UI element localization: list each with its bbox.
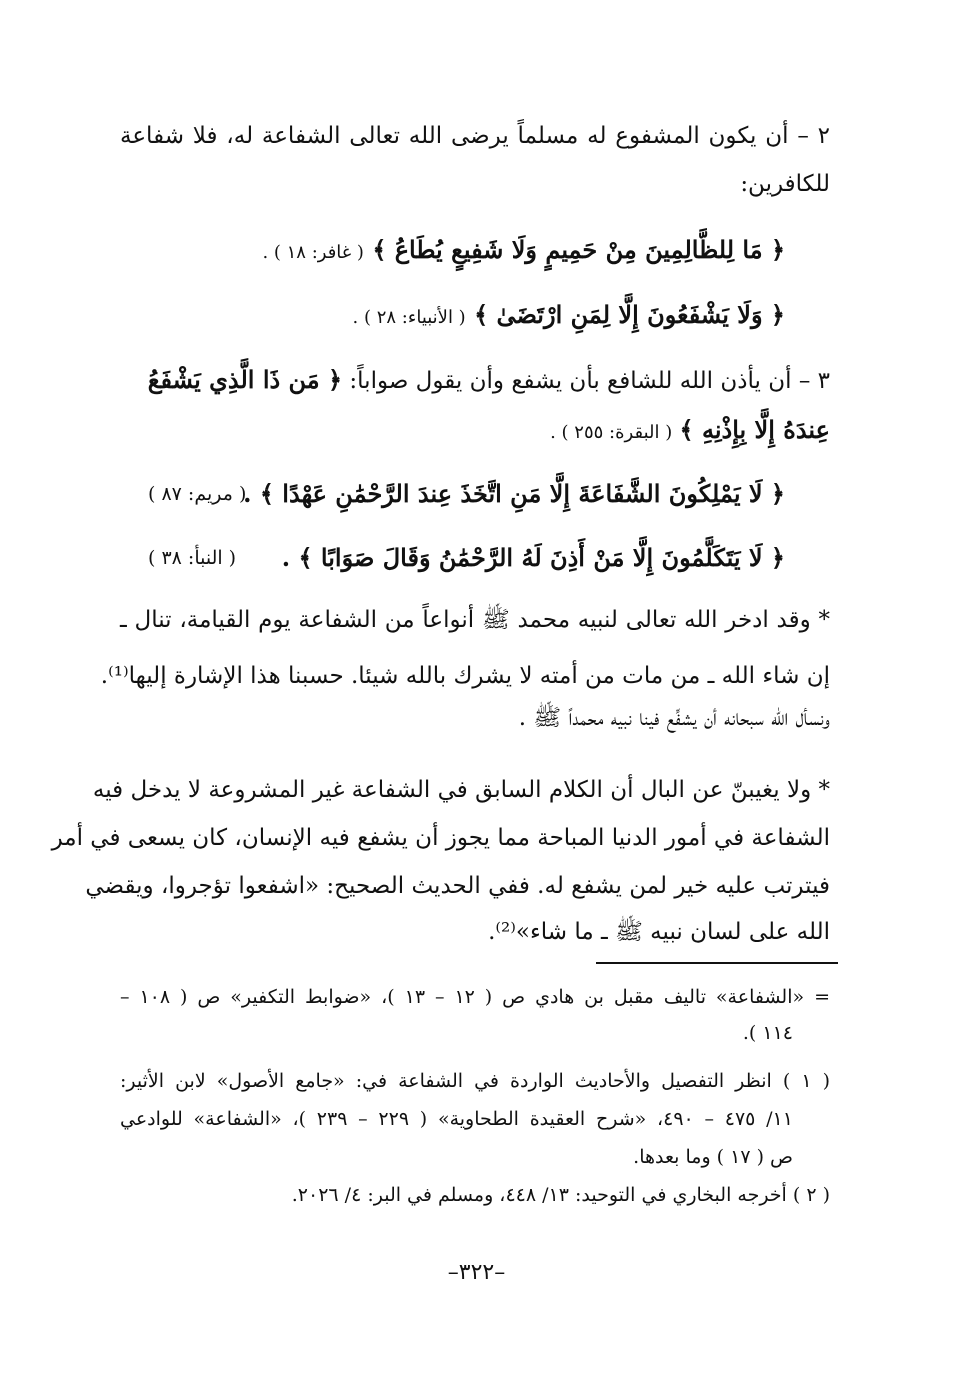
footnote-continuation-line-1: = «الشفاعة» تاليف مقبل بن هادي ص ( ١٢ – ١٣ )، «ضوابط التكفير» ص ( ١٠٨ – — [120, 986, 830, 1008]
paragraph-3-line-2 — [120, 410, 830, 453]
page-number: –٣٢٢– — [447, 1260, 506, 1285]
paragraph-5-line-1: * ولا يغيبنّ عن البال أن الكلام السابق في الشفاعة غير المشروعة لا يدخل فيه — [92, 777, 830, 803]
paragraph-5-line-2: الشفاعة في أمور الدنيا المباحة مما يجوز أن يشفع فيه الإنسان، كان يسعى في أمر — [51, 825, 830, 851]
verse-text: ﴿ مَن ذَا الَّذِي يَشْفَعُ — [147, 365, 343, 394]
quran-verse: ﴿ لَا يَمْلِكُونَ الشَّفَاعَةَ إِلَّا مَنِ اتَّخَذَ عِندَ الرَّحْمَٰنِ عَهْدًا ﴾ . — [243, 479, 785, 508]
verse-reference: ( النبأ: ٣٨ ) — [148, 547, 237, 569]
verse-reference: ( مريم: ٨٧ ) — [148, 483, 247, 505]
verse-text: ﴿ وَلَا يَشْفَعُونَ إِلَّا لِمَنِ ارْتَضَىٰ ﴾ — [474, 300, 785, 329]
footnote-1-line-2: ١١/ ٤٧٥ – ٤٩٠، «شرح العقيدة الطحاوية» ( ٢٢٩ – ٢٣٩ )، «الشفاعة» للوادعي — [120, 1108, 793, 1130]
footnote-continuation-line-2: ١١٤ ). — [742, 1022, 793, 1044]
paragraph-4-line-2: إن شاء الله ـ من مات من أمته لا يشرك بالله شيئا. حسبنا هذا الإشارة إليها⁽¹⁾. — [100, 663, 830, 689]
footnote-1-line-3: ص ( ١٧ ) وما بعدها. — [633, 1146, 793, 1168]
paragraph-2-line-2: للكافرين: — [740, 171, 830, 197]
footnote-separator — [596, 962, 838, 964]
quran-verse — [145, 230, 785, 273]
footnote-2-line-1: ( ٢ ) أخرجه البخاري في التوحيد: ١٣/ ٤٤٨، ومسلم في البر: ٤/ ٢٠٢٦. — [291, 1184, 830, 1206]
paragraph-4-line-3: ونسأل الله سبحانه أن يشفِّع فينا نبيه محمداً ﷺ . — [518, 705, 830, 731]
paragraph-4-line-1: * وقد ادخر الله تعالى لنبيه محمد ﷺ أنواعاً من الشفاعة يوم القيامة، تنال ـ — [120, 607, 830, 633]
paragraph-5-line-3: فيترتب عليه خير لمن يشفع له. ففي الحديث الصحيح: «اشفعوا تؤجروا، ويقضي — [85, 873, 830, 899]
quran-verse — [145, 295, 785, 338]
quran-verse: ﴿ لَا يَتَكَلَّمُونَ إِلَّا مَنْ أَذِنَ لَهُ الرَّحْمَٰنُ وَقَالَ صَوَابًا ﴾ . — [281, 543, 785, 572]
footnote-1-line-1: ( ١ ) انظر التفصيل والأحاديث الواردة في الشفاعة في: «جامع الأصول» لابن الأثير: — [120, 1070, 831, 1092]
paragraph-5-line-4: الله على لسان نبيه ﷺ ـ ما شاء»⁽²⁾. — [488, 919, 830, 945]
paragraph-text: ٣ – أن يأذن الله للشافع بأن يشفع وأن يقول صواباً: — [349, 368, 830, 394]
paragraph-3-line-1 — [120, 360, 830, 401]
paragraph-2-line-1: ٢ – أن يكون المشفوع له مسلماً يرضى الله تعالى الشفاعة له، فلا شفاعة — [120, 123, 830, 149]
verse-reference: ( الأنبياء: ٢٨ ) . — [352, 307, 466, 328]
verse-reference: ( البقرة: ٢٥٥ ) . — [550, 422, 673, 443]
verse-text: عِندَهُ إِلَّا بِإِذْنِهِ ﴾ — [679, 415, 830, 444]
verse-reference: ( غافر: ١٨ ) . — [262, 242, 364, 263]
verse-text: ﴿ مَا لِلظَّالِمِينَ مِنْ حَمِيمٍ وَلَا شَفِيعٍ يُطَاعُ ﴾ — [372, 235, 785, 264]
